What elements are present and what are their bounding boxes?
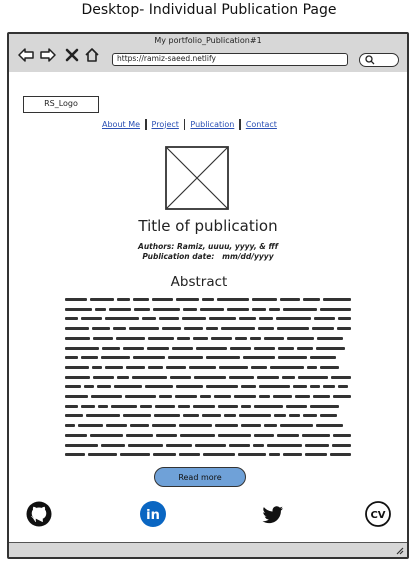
abstract-line-placeholder xyxy=(65,327,351,330)
publication-date: Publication date: mm/dd/yyyy xyxy=(142,252,274,261)
github-link[interactable] xyxy=(25,500,53,528)
browser-statusbar xyxy=(9,542,407,557)
stop-button[interactable] xyxy=(64,48,80,62)
nav-link-contact[interactable]: Contact xyxy=(245,119,277,129)
publication-title: Title of publication xyxy=(138,217,278,235)
abstract-line-placeholder xyxy=(65,366,339,369)
twitter-link[interactable] xyxy=(259,500,287,528)
publication-authors: Authors: Ramiz, uuuu, yyyy, & fff xyxy=(138,242,278,251)
abstract-heading: Abstract xyxy=(170,274,228,290)
abstract-line-placeholder xyxy=(65,356,336,359)
address-bar[interactable]: https://ramiz-saeed.netlify xyxy=(112,53,348,66)
abstract-line-placeholder xyxy=(65,376,351,379)
forward-button[interactable] xyxy=(40,48,56,62)
github-icon xyxy=(25,500,53,528)
close-icon xyxy=(64,48,80,62)
cv-icon xyxy=(364,500,392,528)
back-button[interactable] xyxy=(18,48,34,62)
search-field[interactable] xyxy=(359,53,399,67)
abstract-line-placeholder xyxy=(65,337,343,340)
linkedin-link[interactable] xyxy=(139,500,167,528)
twitter-icon xyxy=(259,500,287,528)
abstract-line-placeholder xyxy=(65,385,348,388)
abstract-line-placeholder xyxy=(65,444,351,447)
home-icon xyxy=(84,48,100,62)
abstract-line-placeholder xyxy=(65,298,351,301)
cv-link[interactable] xyxy=(364,500,392,528)
abstract-line-placeholder xyxy=(65,317,351,320)
publication-image-placeholder xyxy=(165,146,229,210)
search-icon xyxy=(365,55,375,65)
site-logo[interactable]: RS_Logo xyxy=(23,96,99,113)
browser-titlebar xyxy=(9,34,407,73)
page-heading: Desktop- Individual Publication Page xyxy=(81,2,337,18)
abstract-line-placeholder xyxy=(65,414,337,417)
cv-label: CV xyxy=(370,510,386,521)
abstract-line-placeholder xyxy=(65,424,343,427)
abstract-line-placeholder xyxy=(65,434,351,437)
abstract-line-placeholder xyxy=(65,395,351,398)
resize-grip-icon[interactable] xyxy=(395,546,404,555)
abstract-line-placeholder xyxy=(65,453,351,456)
window-title: My portfolio_Publication#1 xyxy=(154,36,262,45)
linkedin-icon xyxy=(139,500,167,528)
nav-link-publication[interactable]: Publication xyxy=(190,119,235,129)
publication-meta xyxy=(9,242,407,262)
abstract-line-placeholder xyxy=(65,405,339,408)
page-content xyxy=(9,72,407,543)
svg-text:in: in xyxy=(146,508,160,523)
nav-link-project[interactable]: Project xyxy=(151,119,179,129)
top-navigation xyxy=(97,118,282,130)
abstract-line-placeholder xyxy=(65,347,345,350)
abstract-line-placeholder xyxy=(65,308,351,311)
nav-link-about-me[interactable]: About Me xyxy=(102,119,141,129)
arrow-right-icon xyxy=(40,48,56,62)
home-button[interactable] xyxy=(84,48,100,62)
read-more-button[interactable]: Read more xyxy=(154,467,246,487)
arrow-left-icon xyxy=(18,48,34,62)
browser-window xyxy=(7,32,409,559)
